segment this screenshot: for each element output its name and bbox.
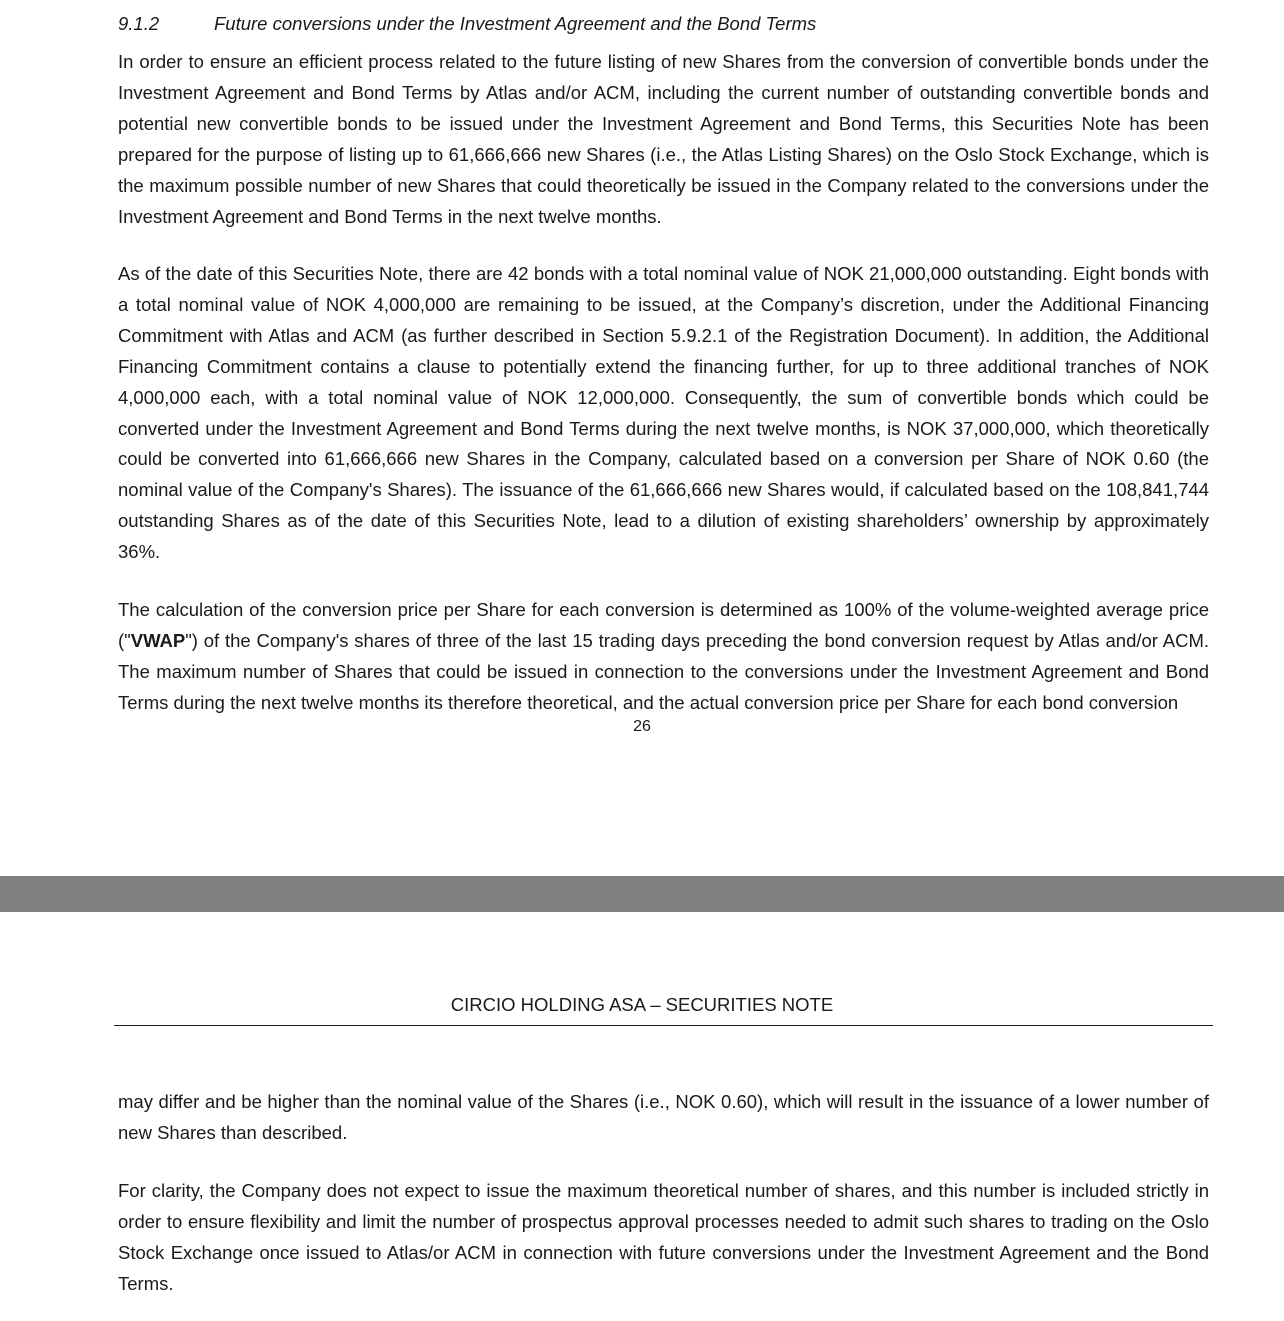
paragraph-continuation: may differ and be higher than the nominal value of the Shares (i.e., NOK 0.60), which will result in the issuance of a lower number of new Shares than described. xyxy=(118,1091,1209,1143)
paragraph-clarity: For clarity, the Company does not expect to issue the maximum theoretical number of shares, and this number is included strictly in order to ensure flexibility and limit the number of prospectus approval processes needed to admit such shares to trading on the Oslo Stock Exchange once issued to Atlas/or ACM in connection with future conversions under the Investment Agreement and the Bond Terms. xyxy=(118,1180,1209,1294)
running-header: CIRCIO HOLDING ASA – SECURITIES NOTE xyxy=(450,994,834,1015)
paragraph-listing-purpose: In order to ensure an efficient process related to the future listing of new Shares from the conversion of convertible bonds under the Investment Agreement and Bond Terms by Atlas and/or ACM, including the current number of outstanding convertible bonds and potential new convertible bonds to be issued under the Investment Agreement and Bond Terms, this Securities Note has been prepared for the purpose of listing up to 61,666,666 new Shares (i.e., the Atlas Listing Shares) on the Oslo Stock Exchange, which is the maximum possible number of new Shares that could theoretically be issued in the Company related to the conversions under the Investment Agreement and Bond Terms in the next twelve months. xyxy=(118,51,1209,227)
paragraph-text: The calculation of the conversion price per Share for each conversion is determined as 100% of the volume-weighted average price (" xyxy=(118,599,1209,651)
paragraph-outstanding-bonds: As of the date of this Securities Note, there are 42 bonds with a total nominal value of NOK 21,000,000 outstanding. Eight bonds with a total nominal value of NOK 4,000,000 are remaining to be issued, at the Company’s discretion, under the Additional Financing Commitment with Atlas and ACM (as further described in Section 5.9.2.1 of the Registration Document). In addition, the Additional Financing Commitment contains a clause to potentially extend the financing further, for up to three additional tranches of NOK 4,000,000 each, with a total nominal value of NOK 12,000,000. Consequently, the sum of convertible bonds which could be converted under the Investment Agreement and Bond Terms during the next twelve months, is NOK 37,000,000, which theoretically could be converted into 61,666,666 new Shares in the Company, calculated based on a conversion per Share of NOK 0.60 (the nominal value of the Company's Shares). The issuance of the 61,666,666 new Shares would, if calculated based on the 108,841,744 outstanding Shares as of the date of this Securities Note, lead to a dilution of existing shareholders’ ownership by approximately 36%. xyxy=(118,263,1209,563)
page-number: 26 xyxy=(633,718,651,735)
paragraph-text: ") of the Company's shares of three of the last 15 trading days preceding the bond conversion request by Atlas and/or ACM. The maximum number of Shares that could be issued in connection to the conversions under the Investment Agreement and Bond Terms during the next twelve months its therefore theoretical, and the actual conversion price per Share for each bond conversion xyxy=(118,629,1209,713)
page-separator xyxy=(0,876,1284,912)
section-title: Future conversions under the Investment Agreement and the Bond Terms xyxy=(214,13,817,34)
paragraph-conversion-price xyxy=(118,595,1209,719)
header-divider xyxy=(114,1025,1213,1026)
document-page-27 xyxy=(0,912,1284,1321)
section-number: 9.1.2 xyxy=(118,13,160,34)
section-heading xyxy=(118,10,816,38)
vwap-term: VWAP xyxy=(130,629,186,651)
